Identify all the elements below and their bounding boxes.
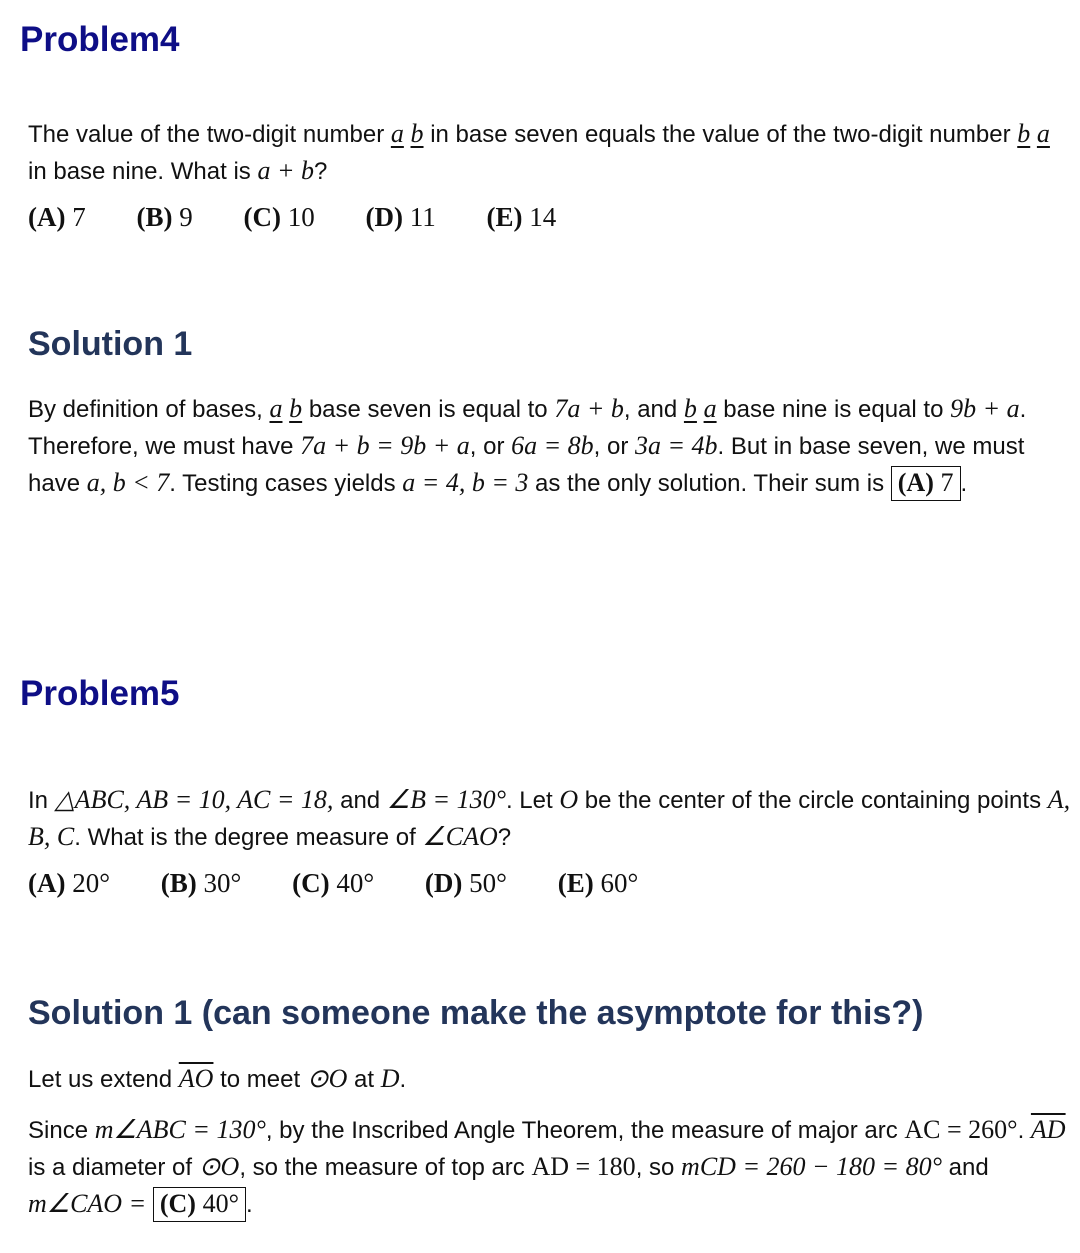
problem-4-choices — [28, 202, 600, 233]
choice-a: (A) 7 — [28, 202, 86, 232]
solution-5-paragraph-2: Since m∠ABC = 130°, by the Inscribed Angle Theorem, the measure of major arc AC = 260°. $\overline{AD}$ is a diameter of ⊙O, so the measure of top arc AD = 180, so mCD = 260 − 180 = 80° and m∠CAO = (C) 40° . — [28, 1112, 1073, 1223]
problem-4-statement: The value of the two-digit number a b in base seven equals the value of the two-digit number b a in base nine. What is a + b? — [28, 119, 1050, 185]
choice-c: (C) 40° — [292, 868, 375, 898]
choice-e: (E) 60° — [557, 868, 639, 898]
solution-4-body: By definition of bases, a b base seven is equal to 7a + b, and b a base nine is equal to 9b + a. Therefore, we must have 7a + b = 9b + a, or 6a = 8b, or 3a = 4b. But in base seven, we must have a, b < 7. Testing cases yields a = 4, b = 3 as the only solution. Their sum is (A) 7 . — [28, 391, 1073, 502]
choice-d: (D) 11 — [365, 202, 436, 232]
problem-5-statement: In △ABC, AB = 10, AC = 18, and ∠B = 130°. Let O be the center of the circle containing points A, B, C. What is the degree measure of ∠CAO? — [28, 785, 1071, 851]
problem-5-choices — [28, 868, 682, 899]
problem-4-title: Problem4 — [20, 20, 180, 59]
choice-a: (A) 20° — [28, 868, 111, 898]
solution-5-paragraph-1: Let us extend $\overline{AO}$ to meet ⊙O at D. — [28, 1064, 407, 1093]
solution-5-title: Solution 1 (can someone make the asymptote for this?) — [28, 994, 924, 1032]
choice-c: (C) 10 — [243, 202, 315, 232]
answer-box: (C) 40° — [153, 1187, 246, 1222]
answer-box: (A) 7 — [891, 466, 961, 501]
solution-4-title: Solution 1 — [28, 325, 193, 363]
choice-d: (D) 50° — [424, 868, 507, 898]
choice-b: (B) 30° — [160, 868, 242, 898]
problem-5-title: Problem5 — [20, 674, 180, 713]
choice-b: (B) 9 — [136, 202, 193, 232]
choice-e: (E) 14 — [486, 202, 557, 232]
